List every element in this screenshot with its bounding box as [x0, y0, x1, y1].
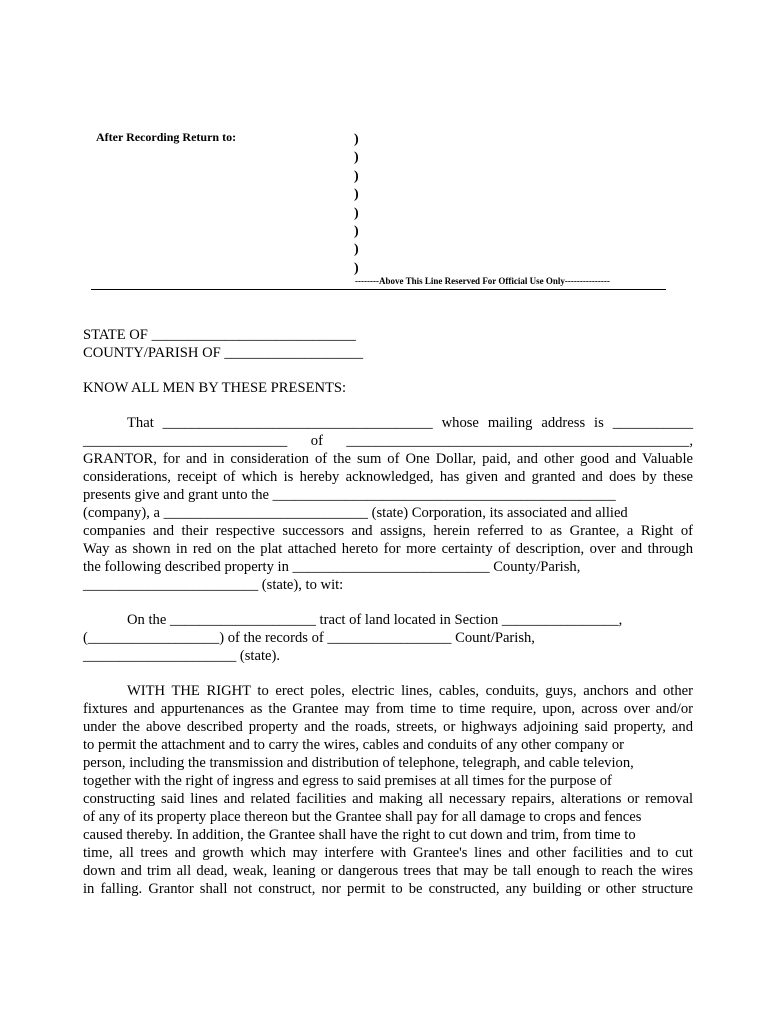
know-all-heading: KNOW ALL MEN BY THESE PRESENTS:	[83, 380, 347, 396]
state-line: STATE OF ____________________________	[83, 327, 356, 343]
paragraph-line: in falling. Grantor shall not construct, nor permit to be constructed, any building or other structure	[83, 881, 693, 897]
recording-brackets	[354, 131, 366, 278]
bracket: )	[354, 242, 359, 258]
recording-divider-right	[353, 289, 666, 290]
with-the-right-paragraph	[83, 682, 693, 898]
paragraph-line: WITH THE RIGHT to erect poles, electric lines, cables, conduits, guys, anchors and other	[127, 683, 693, 699]
that-paragraph	[83, 414, 693, 594]
paragraph-line: GRANTOR, for and in consideration of the sum of One Dollar, paid, and other good and Valuable	[83, 451, 693, 467]
paragraph-line: considerations, receipt of which is hereby acknowledged, has given and granted and does by these	[83, 469, 693, 485]
paragraph-line: to permit the attachment and to carry the wires, cables and conduits of any other company or	[83, 737, 625, 753]
recording-divider-left	[91, 289, 353, 290]
bracket: )	[354, 150, 359, 166]
bracket: )	[354, 168, 359, 184]
reserved-notice: --------Above This Line Reserved For Official Use Only---------------	[355, 276, 610, 286]
paragraph-line: person, including the transmission and distribution of telephone, telegraph, and cable televion,	[83, 755, 634, 771]
paragraph-line: On the ____________________ tract of land located in Section ________________,	[127, 612, 623, 628]
paragraph-line: (__________________) of the records of _________________ Count/Parish,	[83, 630, 535, 646]
paragraph-line: under the above described property and the roads, streets, or highways adjoining said property, and	[83, 719, 693, 735]
deed-body	[83, 326, 693, 898]
paragraph-line: fixtures and appurtenances as the Grantee may from time to time require, upon, across over and/or	[83, 701, 693, 717]
paragraph-line: of any of its property place thereon but the Grantee shall pay for all damage to crops and fences	[83, 809, 642, 825]
county-line: COUNTY/PARISH OF ___________________	[83, 345, 364, 361]
bracket: )	[354, 187, 359, 203]
paragraph-line: time, all trees and growth which may interfere with Grantee's lines and other facilities and to cut	[83, 845, 693, 861]
bracket: )	[354, 132, 359, 147]
paragraph-line: ________________________ (state), to wit:	[83, 577, 344, 593]
paragraph-line: caused thereby. In addition, the Grantee shall have the right to cut down and trim, from time to	[83, 827, 636, 843]
paragraph-line: constructing said lines and related facilities and making all necessary repairs, alterations or removal	[83, 791, 693, 807]
after-recording-label: After Recording Return to:	[96, 130, 237, 144]
on-the-paragraph	[83, 611, 693, 665]
paragraph-line: down and trim all dead, weak, leaning or dangerous trees that may be tall enough to reach the wires	[83, 863, 693, 879]
paragraph-line: (company), a ____________________________ (state) Corporation, its associated and allied	[83, 505, 628, 521]
paragraph-line: ____________________________ of _______________________________________________,	[83, 433, 693, 449]
paragraph-line: That _____________________________________ whose mailing address is ___________	[127, 415, 693, 431]
bracket: )	[354, 205, 359, 221]
paragraph-line: together with the right of ingress and egress to said premises at all times for the purpose of	[83, 773, 612, 789]
paragraph-line: Way as shown in red on the plat attached hereto for more certainty of description, over and through	[83, 541, 693, 557]
bracket: )	[354, 260, 359, 276]
paragraph-line: companies and their respective successors and assigns, herein referred to as Grantee, a Right of	[83, 523, 693, 539]
paragraph-line: presents give and grant unto the _______________________________________________	[83, 487, 616, 503]
paragraph-line: _____________________ (state).	[83, 648, 280, 664]
paragraph-line: the following described property in ___________________________ County/Parish,	[83, 559, 581, 575]
bracket: )	[354, 223, 359, 239]
